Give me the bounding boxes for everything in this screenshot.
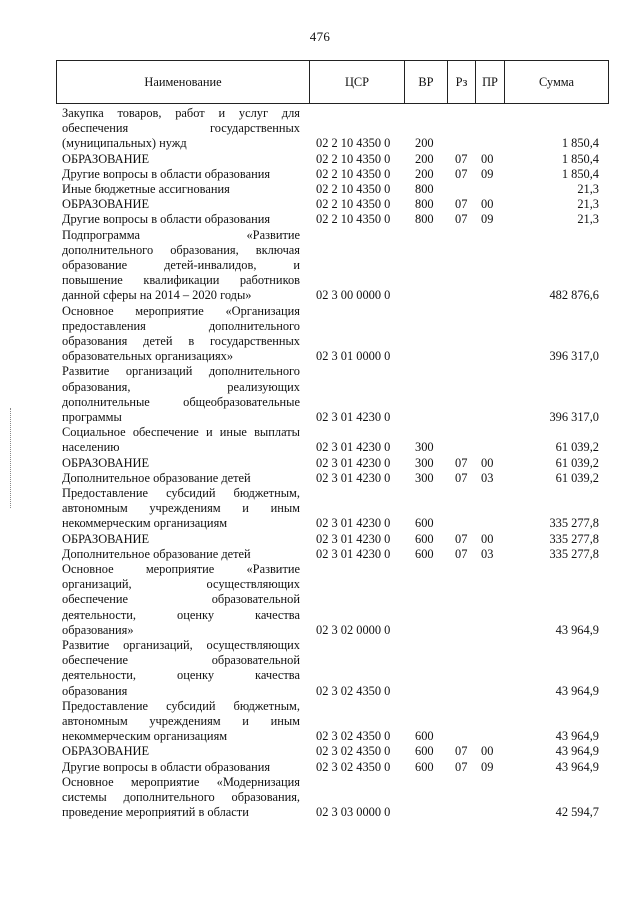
row-csr: 02 3 01 0000 0 xyxy=(316,349,391,364)
row-name xyxy=(62,304,300,365)
row-pr: 09 xyxy=(481,759,494,774)
row-pr: 09 xyxy=(481,166,494,181)
row-name-line: населению xyxy=(62,440,120,455)
row-rz: 07 xyxy=(455,744,468,759)
row-csr: 02 2 10 4350 0 xyxy=(316,166,391,181)
margin-mark xyxy=(10,408,13,508)
row-name xyxy=(62,471,300,486)
header-csr: ЦСР xyxy=(310,61,405,103)
row-pr: 00 xyxy=(481,455,494,470)
row-name-line: обеспечение образовательной xyxy=(62,653,300,668)
row-rz: 07 xyxy=(455,546,468,561)
row-name xyxy=(62,562,300,638)
row-rz: 07 xyxy=(455,470,468,485)
row-name-line: автономным учреждениям и иным xyxy=(62,501,300,516)
row-rz: 07 xyxy=(455,151,468,166)
row-sum: 43 964,9 xyxy=(555,744,599,759)
row-name-line: данной сферы на 2014 – 2020 годы» xyxy=(62,288,252,303)
row-name-line: Дополнительное образование детей xyxy=(62,546,251,561)
row-sum: 43 964,9 xyxy=(555,759,599,774)
table-header xyxy=(56,60,609,104)
row-name-line: ОБРАЗОВАНИЕ xyxy=(62,455,150,470)
row-csr: 02 3 01 4230 0 xyxy=(316,455,391,470)
row-vr: 800 xyxy=(415,212,434,227)
row-rz: 07 xyxy=(455,531,468,546)
row-pr: 00 xyxy=(481,197,494,212)
row-sum: 396 317,0 xyxy=(549,349,599,364)
row-name-line: Развитие организаций, осуществляющих xyxy=(62,638,300,652)
row-vr: 200 xyxy=(415,136,434,151)
row-rz: 07 xyxy=(455,455,468,470)
row-name xyxy=(62,638,300,699)
row-csr: 02 2 10 4350 0 xyxy=(316,182,391,196)
row-name-line: образовательных организациях» xyxy=(62,349,234,364)
row-name-line: повышение квалификации работников xyxy=(62,273,300,288)
row-vr: 800 xyxy=(415,182,434,196)
row-sum: 61 039,2 xyxy=(555,455,599,470)
row-sum: 21,3 xyxy=(577,197,599,212)
row-name-line: ОБРАЗОВАНИЕ xyxy=(62,151,150,166)
row-csr: 02 3 01 4230 0 xyxy=(316,409,391,424)
row-name xyxy=(62,167,300,182)
row-vr: 800 xyxy=(415,197,434,212)
page-number: 476 xyxy=(309,29,331,44)
row-name xyxy=(62,425,300,455)
row-name-line: образования» xyxy=(62,622,134,637)
row-pr: 03 xyxy=(481,470,494,485)
row-csr: 02 3 01 4230 0 xyxy=(316,546,391,561)
row-name xyxy=(62,532,300,547)
row-name-line: Дополнительное образование детей xyxy=(62,470,251,485)
row-name xyxy=(62,486,300,532)
row-name-line: образования детей в государственных xyxy=(62,333,300,348)
row-csr: 02 2 10 4350 0 xyxy=(316,212,391,227)
row-name xyxy=(62,744,300,759)
row-vr: 600 xyxy=(415,759,434,774)
row-sum: 43 964,9 xyxy=(555,683,599,698)
row-name-line: Иные бюджетные ассигнования xyxy=(62,182,230,196)
row-name-line: Социальное обеспечение и иные выплаты xyxy=(62,425,300,440)
row-sum: 21,3 xyxy=(577,212,599,227)
row-name-line: Основное мероприятие «Развитие xyxy=(62,562,300,576)
row-csr: 02 3 02 4350 0 xyxy=(316,744,391,759)
row-csr: 02 3 03 0000 0 xyxy=(316,805,391,820)
row-name xyxy=(62,106,300,152)
row-name-line: образования, реализующих xyxy=(62,379,300,394)
header-pr: ПР xyxy=(476,61,505,103)
row-name-line: Закупка товаров, работ и услуг для xyxy=(62,106,300,120)
row-csr: 02 2 10 4350 0 xyxy=(316,151,391,166)
row-sum: 1 850,4 xyxy=(561,166,599,181)
row-name-line: Основное мероприятие «Модернизация xyxy=(62,774,300,789)
row-name-line: Развитие организаций дополнительного xyxy=(62,364,300,379)
row-vr: 300 xyxy=(415,470,434,485)
row-vr: 600 xyxy=(415,531,434,546)
row-name-line: Другие вопросы в области образования xyxy=(62,759,271,774)
row-csr: 02 3 02 4350 0 xyxy=(316,683,391,698)
row-name-line: автономным учреждениям и иным xyxy=(62,713,300,728)
row-name xyxy=(62,760,300,775)
row-pr: 00 xyxy=(481,531,494,546)
row-name-line: некоммерческим организациям xyxy=(62,516,228,531)
header-vr: ВР xyxy=(405,61,448,103)
row-sum: 335 277,8 xyxy=(549,531,599,546)
row-name-line: образование детей-инвалидов, и xyxy=(62,257,300,272)
row-name-line: дополнительного образования, включая xyxy=(62,242,300,257)
row-vr: 600 xyxy=(415,546,434,561)
row-name-line: системы дополнительного образования, xyxy=(62,789,300,804)
row-sum: 335 277,8 xyxy=(549,516,599,531)
row-sum: 43 964,9 xyxy=(555,729,599,744)
row-csr: 02 3 01 4230 0 xyxy=(316,516,391,531)
row-vr: 600 xyxy=(415,729,434,744)
row-name-line: ОБРАЗОВАНИЕ xyxy=(62,197,150,212)
row-pr: 09 xyxy=(481,212,494,227)
row-sum: 43 964,9 xyxy=(555,622,599,637)
row-rz: 07 xyxy=(455,212,468,227)
row-sum: 61 039,2 xyxy=(555,440,599,455)
row-name xyxy=(62,212,300,227)
row-sum: 1 850,4 xyxy=(561,136,599,151)
header-rz: Рз xyxy=(448,61,476,103)
row-name-line: образования xyxy=(62,683,128,698)
row-sum: 42 594,7 xyxy=(555,805,599,820)
row-name-line: некоммерческим организациям xyxy=(62,729,228,744)
row-rz: 07 xyxy=(455,759,468,774)
row-sum: 396 317,0 xyxy=(549,409,599,424)
row-name-line: программы xyxy=(62,409,122,424)
row-name xyxy=(62,547,300,562)
row-sum: 1 850,4 xyxy=(561,151,599,166)
row-name-line: ОБРАЗОВАНИЕ xyxy=(62,531,150,546)
row-name-line: предоставления дополнительного xyxy=(62,318,300,333)
row-vr: 600 xyxy=(415,744,434,759)
header-name: Наименование xyxy=(57,61,310,103)
row-name-line: Другие вопросы в области образования xyxy=(62,212,271,227)
row-csr: 02 3 02 0000 0 xyxy=(316,622,391,637)
row-csr: 02 3 02 4350 0 xyxy=(316,759,391,774)
row-csr: 02 3 02 4350 0 xyxy=(316,729,391,744)
row-name xyxy=(62,228,300,304)
row-vr: 300 xyxy=(415,440,434,455)
row-pr: 00 xyxy=(481,744,494,759)
row-rz: 07 xyxy=(455,166,468,181)
row-vr: 600 xyxy=(415,516,434,531)
row-csr: 02 3 01 4230 0 xyxy=(316,470,391,485)
row-vr: 200 xyxy=(415,151,434,166)
row-name-line: обеспечения государственных xyxy=(62,121,300,136)
row-vr: 300 xyxy=(415,455,434,470)
row-rz: 07 xyxy=(455,197,468,212)
row-sum: 482 876,6 xyxy=(549,288,599,303)
row-vr: 200 xyxy=(415,166,434,181)
row-csr: 02 3 00 0000 0 xyxy=(316,288,391,303)
row-name-line: Подпрограмма «Развитие xyxy=(62,227,300,242)
row-name xyxy=(62,364,300,425)
row-name xyxy=(62,197,300,212)
row-name-line: обеспечение образовательной xyxy=(62,592,300,607)
row-name xyxy=(62,182,300,197)
row-name-line: дополнительные общеобразовательные xyxy=(62,394,300,409)
header-sum: Сумма xyxy=(538,74,575,89)
row-csr: 02 2 10 4350 0 xyxy=(316,136,391,151)
row-name-line: (муниципальных) нужд xyxy=(62,136,187,151)
row-name-line: организаций, осуществляющих xyxy=(62,577,300,592)
row-name-line: Основное мероприятие «Организация xyxy=(62,303,300,318)
row-name-line: Другие вопросы в области образования xyxy=(62,166,271,181)
row-name xyxy=(62,456,300,471)
row-csr: 02 3 01 4230 0 xyxy=(316,531,391,546)
row-pr: 03 xyxy=(481,546,494,561)
row-csr: 02 3 01 4230 0 xyxy=(316,440,391,455)
row-name-line: ОБРАЗОВАНИЕ xyxy=(62,744,150,759)
row-name-line: деятельности, оценку качества xyxy=(62,607,300,622)
row-name xyxy=(62,699,300,745)
row-name-line: Предоставление субсидий бюджетным, xyxy=(62,486,300,500)
row-name-line: проведение мероприятий в области xyxy=(62,805,249,820)
row-name-line: Предоставление субсидий бюджетным, xyxy=(62,698,300,713)
row-sum: 21,3 xyxy=(577,182,599,196)
row-name xyxy=(62,775,300,821)
row-sum: 61 039,2 xyxy=(555,470,599,485)
row-sum: 335 277,8 xyxy=(549,546,599,561)
row-name xyxy=(62,152,300,167)
row-name-line: деятельности, оценку качества xyxy=(62,668,300,683)
row-pr: 00 xyxy=(481,151,494,166)
row-csr: 02 2 10 4350 0 xyxy=(316,197,391,212)
